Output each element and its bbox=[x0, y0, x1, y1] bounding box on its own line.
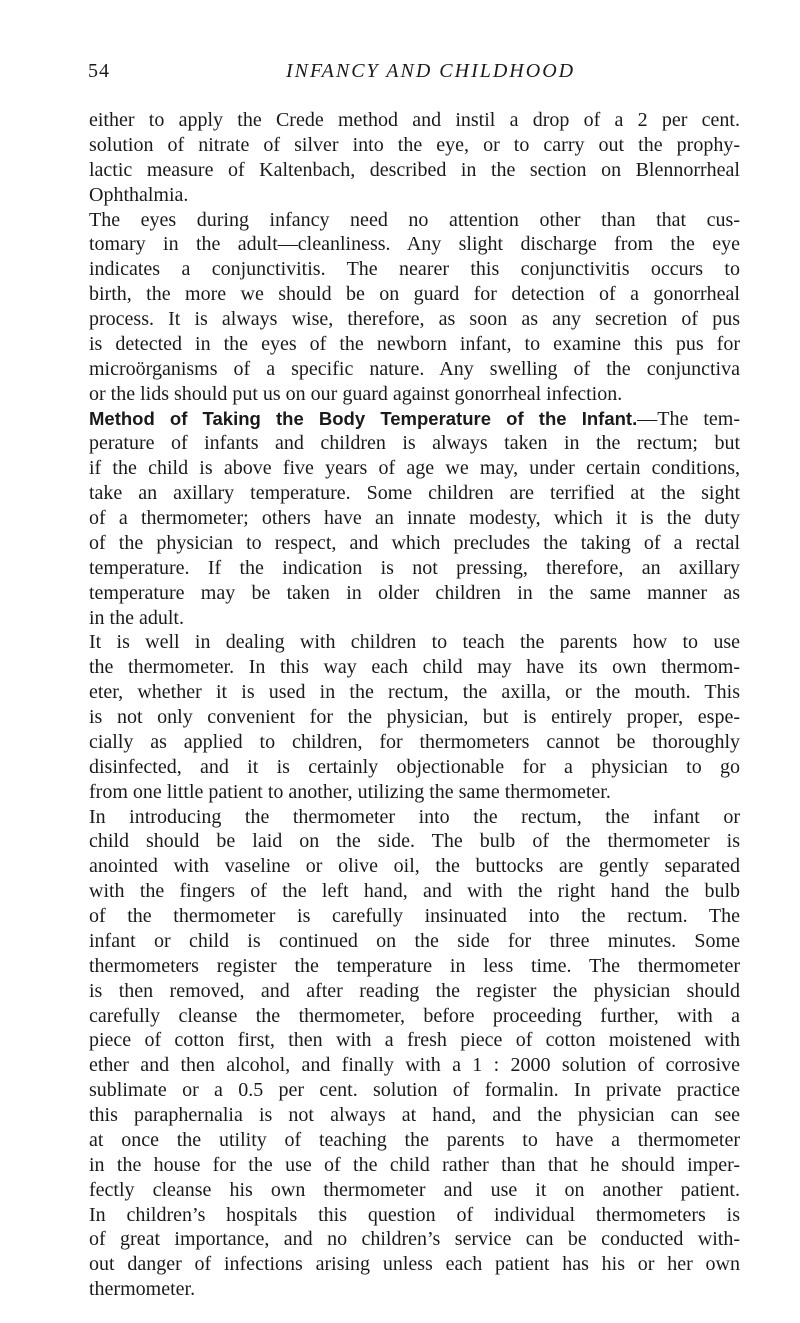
text-line: disinfected, and it is certainly objectionable for a physician to go bbox=[89, 755, 740, 778]
section-heading-line bbox=[89, 407, 740, 432]
text-line: from one little patient to another, utilizing the same thermometer. bbox=[89, 780, 611, 803]
text-line: in the adult. bbox=[89, 606, 184, 629]
text-line: the thermometer. In this way each child may have its own thermom- bbox=[89, 656, 740, 679]
text-line: infant or child is continued on the side for three minutes. Some bbox=[89, 929, 740, 952]
section-heading: Method of Taking the Body Temperature of the Infant. bbox=[89, 407, 638, 429]
text-line: eter, whether it is used in the rectum, the axilla, or the mouth. This bbox=[89, 681, 740, 704]
text-line: In introducing the thermometer into the rectum, the infant or bbox=[89, 805, 740, 828]
text-line: birth, the more we should be on guard for detection of a gonorrheal bbox=[89, 283, 740, 306]
text-line: fectly cleanse his own thermometer and use it on another patient. bbox=[89, 1178, 740, 1201]
text-line: of the physician to respect, and which precludes the taking of a rectal bbox=[89, 531, 740, 554]
text-line: perature of infants and children is always taken in the rectum; but bbox=[89, 432, 740, 455]
text-line: if the child is above five years of age we may, under certain conditions, bbox=[89, 457, 740, 480]
text-line: process. It is always wise, therefore, as soon as any secretion of pus bbox=[89, 308, 740, 330]
text-line: of a thermometer; others have an innate modesty, which it is the duty bbox=[89, 507, 740, 529]
running-head bbox=[88, 56, 728, 86]
text-line: is then removed, and after reading the register the physician should bbox=[89, 979, 740, 1002]
text-line: at once the utility of teaching the parents to have a thermometer bbox=[89, 1128, 740, 1151]
text-line: The eyes during infancy need no attention other than that cus- bbox=[89, 208, 740, 231]
text-line: is detected in the eyes of the newborn infant, to examine this pus for bbox=[89, 332, 740, 355]
text-line: cially as applied to children, for thermometers cannot be thoroughly bbox=[89, 730, 740, 753]
text-line: solution of nitrate of silver into the eye, or to carry out the prophy- bbox=[89, 133, 740, 156]
page-number: 54 bbox=[88, 60, 110, 82]
text-line: this paraphernalia is not always at hand, and the physician can see bbox=[89, 1104, 740, 1126]
text-line: Ophthalmia. bbox=[89, 183, 189, 206]
text-line: temperature. If the indication is not pressing, therefore, an axillary bbox=[89, 556, 740, 579]
body-text bbox=[89, 108, 740, 1302]
text-line: piece of cotton first, then with a fresh piece of cotton moistened with bbox=[89, 1029, 740, 1052]
text-line: take an axillary temperature. Some children are terrified at the sight bbox=[89, 482, 740, 505]
text-line: tomary in the adult—cleanliness. Any slight discharge from the eye bbox=[89, 233, 740, 256]
text-line: lactic measure of Kaltenbach, described in the section on Blennorrheal bbox=[89, 158, 740, 181]
text-line: in the house for the use of the child rather than that he should imper- bbox=[89, 1153, 740, 1176]
text-line: anointed with vaseline or olive oil, the buttocks are gently separated bbox=[89, 855, 740, 878]
section-heading-continuation: —The tem- bbox=[637, 407, 741, 430]
text-line: of the thermometer is carefully insinuated into the rectum. The bbox=[89, 905, 740, 927]
text-line: out danger of infections arising unless each patient has his or her own bbox=[89, 1253, 740, 1276]
text-line: ether and then alcohol, and finally with a 1 : 2000 solution of corrosive bbox=[89, 1054, 740, 1077]
text-line: temperature may be taken in older children in the same manner as bbox=[89, 581, 740, 604]
text-line: or the lids should put us on our guard against gonorrheal infection. bbox=[89, 382, 623, 405]
text-line: either to apply the Crede method and instil a drop of a 2 per cent. bbox=[89, 109, 740, 131]
text-line: indicates a conjunctivitis. The nearer this conjunctivitis occurs to bbox=[89, 258, 740, 281]
text-line: It is well in dealing with children to teach the parents how to use bbox=[89, 631, 740, 654]
text-line: child should be laid on the side. The bulb of the thermometer is bbox=[89, 830, 740, 853]
text-line: sublimate or a 0.5 per cent. solution of formalin. In private practice bbox=[89, 1079, 740, 1102]
text-line: In children’s hospitals this question of individual thermometers is bbox=[89, 1203, 740, 1226]
text-line: thermometer. bbox=[89, 1278, 196, 1301]
running-title: INFANCY AND CHILDHOOD bbox=[286, 60, 576, 82]
text-line: of great importance, and no children’s service can be conducted with- bbox=[89, 1228, 740, 1251]
text-line: carefully cleanse the thermometer, before proceeding further, with a bbox=[89, 1004, 740, 1027]
text-line: with the fingers of the left hand, and with the right hand the bulb bbox=[89, 880, 740, 903]
text-line: is not only convenient for the physician, but is entirely proper, espe- bbox=[89, 706, 740, 728]
text-line: thermometers register the temperature in less time. The thermometer bbox=[89, 954, 740, 977]
text-line: microörganisms of a specific nature. Any swelling of the conjunctiva bbox=[89, 357, 740, 380]
